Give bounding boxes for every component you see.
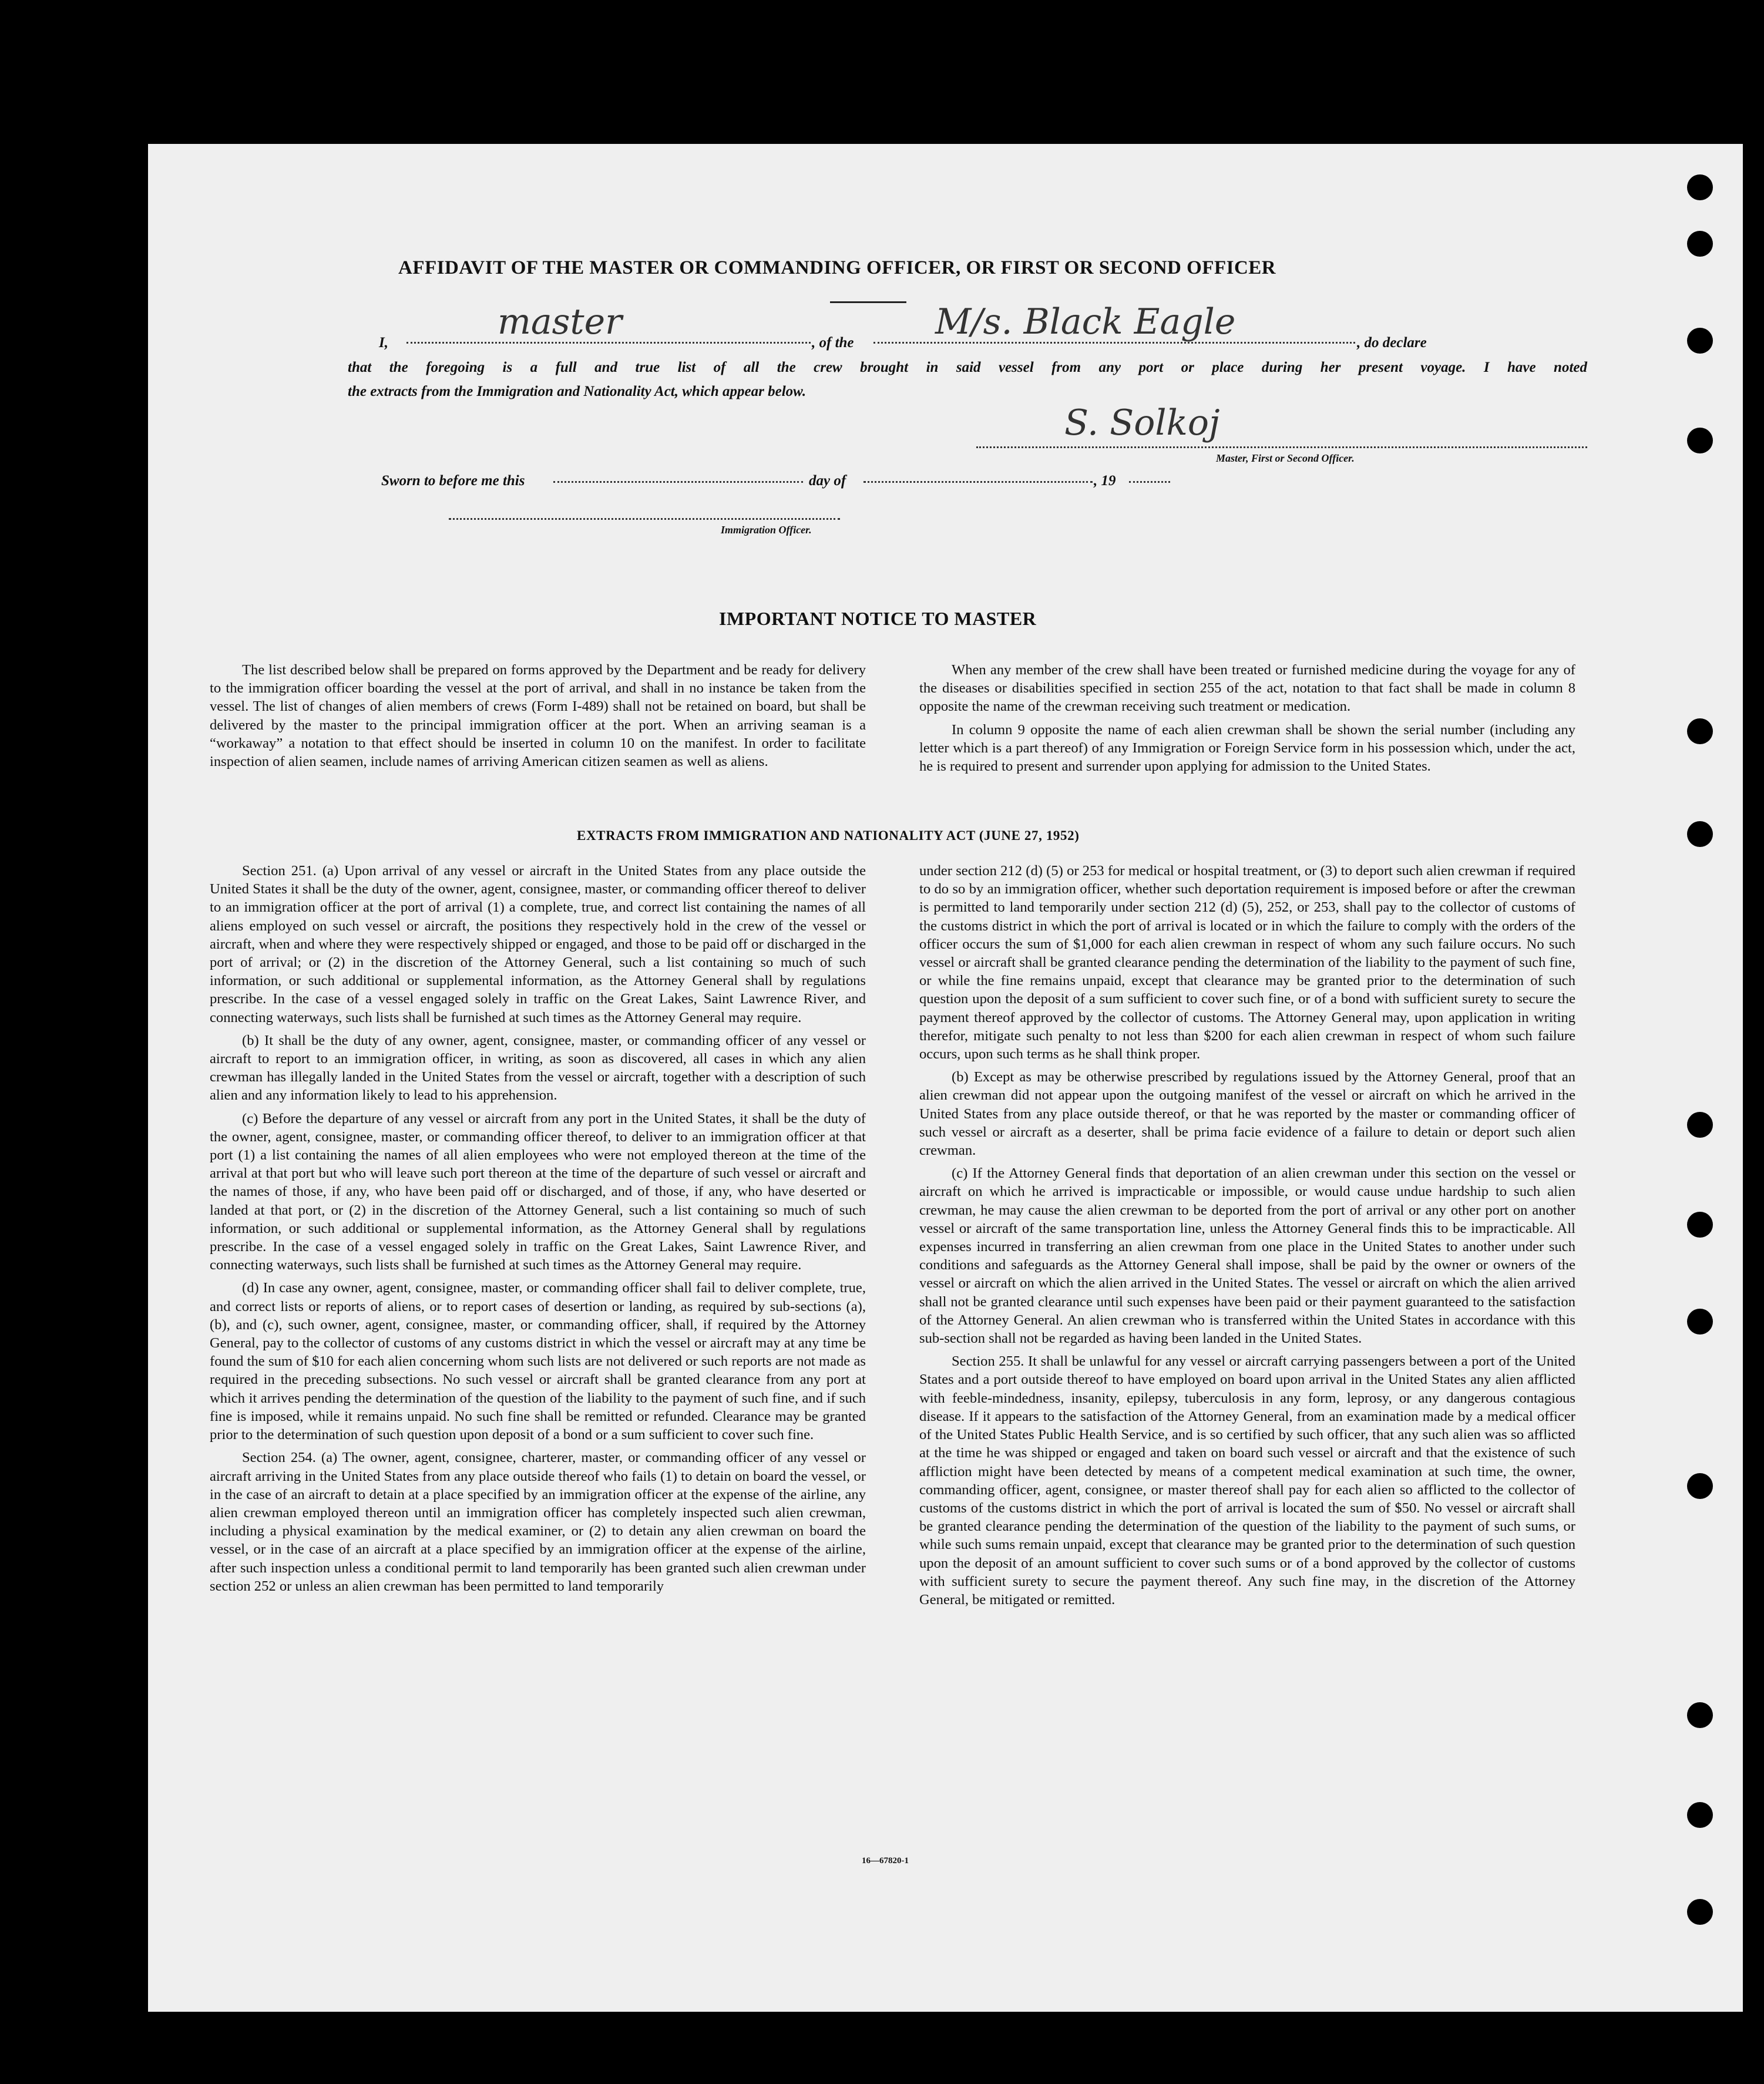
- immigration-officer-caption: Immigration Officer.: [721, 524, 812, 536]
- binder-hole: [1687, 718, 1713, 744]
- sworn-month-line: [863, 481, 1093, 483]
- extracts-right-column: [919, 862, 1575, 1614]
- do-declare-label: , do declare: [1357, 335, 1427, 351]
- binder-hole: [1687, 821, 1713, 847]
- binder-hole: [1687, 1802, 1713, 1828]
- affidavit-statement-line1: that the foregoing is a full and true list of all the crew brought in said vessel from any port or place during her present voyage. I have noted: [348, 359, 1587, 375]
- section-251-a: Section 251. (a) Upon arrival of any vessel or aircraft in the United States from any place outside the United States it shall be the duty of the owner, agent, consignee, master, or commanding officer thereof to deliver to an immigration officer at the port of arrival (1) a complete, true, and correct list containing the names of all aliens employed on such vessel or aircraft, the positions they respectively hold in the crew of the vessel or aircraft, when and where they were respectively shipped or engaged, and those to be paid off or discharged in the port of arrival; or (2) in the discretion of the Attorney General, such a list containing so much of such information, or such additional or supplemental information, as the Attorney General shall by regulations prescribe. In the case of a vessel engaged solely in traffic on the Great Lakes, Saint Lawrence River, and connecting waterways, such lists shall be furnished at such times as the Attorney General may require.: [210, 863, 866, 1026]
- binder-hole: [1687, 231, 1713, 257]
- section-251-d: (d) In case any owner, agent, consignee, master, or commanding officer shall fail to deliver complete, true, and correct lists or reports of aliens, or to report cases of desertion or landing, as required by sub-sections (a), (b), and (c), such owner, agent, consignee, master, or commanding officer, shall, if required by the Attorney General, pay to the collector of customs of any customs district in which the vessel or aircraft may at any time be found the sum of $10 for each alien concerning whom such lists are not delivered or such reports are not made as required in the preceding subsections. No such vessel or aircraft shall be granted clearance from any port at which it arrives pending the determination of the question of the liability to the payment of such fine, and if such fine is imposed, while it remains unpaid. No such fine shall be remitted or refunded. Clearance may be granted prior to the determination of such question upon deposit of a bond or a sum sufficient to cover such fine.: [210, 1280, 866, 1443]
- binder-hole: [1687, 328, 1713, 354]
- binder-hole: [1687, 174, 1713, 200]
- section-251-b: (b) It shall be the duty of any owner, agent, consignee, master, or commanding officer of any vessel or aircraft to report to an immigration officer, in writing, as soon as discovered, all cases in which any alien crewman has illegally landed in the United States from the vessel or aircraft, together with a description of such alien and any information likely to lead to his apprehension.: [210, 1032, 866, 1104]
- binder-hole: [1687, 1309, 1713, 1335]
- section-254-a-continued: under section 212 (d) (5) or 253 for medical or hospital treatment, or (3) to deport such alien crewman if required to do so by an immigration officer, whether such deportation requirement is imposed before or after the crewman is permitted to land temporarily under section 212 (d) (5), 252, or 253, shall pay to the collector of customs of the customs district in which the port of arrival is located or in which the failure to comply with the orders of the officer occurs the sum of $1,000 for each alien crewman in respect of whom any such failure occurs. No such vessel or aircraft shall be granted clearance pending the determination of the liability to the payment of such fine, or while the fine remains unpaid, except that clearance may be granted prior to the determination of such question upon the deposit of a sum sufficient to cover such fine, or of a bond with sufficient surety to secure the payment thereof approved by the collector of customs. The Attorney General may, upon application in writing therefor, mitigate such penalty to not less than $200 for each alien crewman in respect of whom such failure occurs, upon such terms as he shall think proper.: [919, 863, 1575, 1063]
- sworn-label: Sworn to before me this: [381, 473, 525, 489]
- sworn-day-line: [553, 481, 803, 483]
- notice-right-column: [919, 661, 1575, 780]
- extracts-left-column: [210, 862, 866, 1600]
- form-code: 16—67820-1: [862, 1856, 909, 1865]
- year-label: , 19: [1094, 473, 1116, 489]
- signature-caption: Master, First or Second Officer.: [1216, 452, 1355, 464]
- declarant-name-handwritten: master: [498, 301, 622, 342]
- section-254-b: (b) Except as may be otherwise prescribed by regulations issued by the Attorney General, proof that an alien crewman did not appear upon the outgoing manifest of the vessel or aircraft on which he arrived in the United States from any place outside thereof, or that he was reported by the master or commanding officer of such vessel or aircraft as a deserter, shall be prima facie evidence of a failure to detain or deport such alien crewman.: [919, 1069, 1575, 1159]
- section-255: Section 255. It shall be unlawful for any vessel or aircraft carrying passengers between a port of the United States and a port outside thereof to have employed on board upon arrival in the United States any alien afflicted with feeble-mindedness, insanity, epilepsy, tuberculosis in any form, leprosy, or any dangerous contagious disease. If it appears to the satisfaction of the Attorney General, from an examination made by a medical officer of the United States Public Health Service, and is so certified by such officer, that any such alien was so afflicted at the time he was shipped or engaged and taken on board such vessel or aircraft and that the existence of such affliction might have been detected by means of a competent medical examination at such time, the owner, commanding officer, agent, consignee, or master thereof shall pay for each alien so afflicted to the collector of customs of the customs district in which the port of arrival is located the sum of $50. No vessel or aircraft shall be granted clearance pending the determination of the question of the liability to the payment of such sums, or while such sums remain unpaid, except that clearance may be granted prior to the determination of such question upon the deposit of an amount sufficient to cover such sums or of a bond approved by the collector of customs with sufficient surety to secure the payment thereof. Any such fine may, in the discretion of the Attorney General, be mitigated or remitted.: [919, 1353, 1575, 1608]
- binder-hole: [1687, 1112, 1713, 1138]
- sworn-year-line: [1129, 481, 1170, 483]
- section-251-c: (c) Before the departure of any vessel or aircraft from any port in the United States, it shall be the duty of the owner, agent, consignee, master, or commanding officer thereof, to deliver to an immigration officer at that port (1) a list containing the names of all alien employees who were not employed thereon at the time of the arrival at that port but who will leave such port thereon at the time of the departure of such vessel or aircraft and the names of those, if any, who have been paid off or discharged, and of those, if any, who have deserted or landed at that port, or (2) in the discretion of the Attorney General, such a list containing so much of such information, or such additional or supplemental information, as the Attorney General shall by regulations prescribe. In the case of a vessel engaged solely in traffic on the Great Lakes, Saint Lawrence River, and connecting waterways, such lists shall be furnished at such times as the Attorney General may require.: [210, 1110, 866, 1273]
- affidavit-title: AFFIDAVIT OF THE MASTER OR COMMANDING OFFICER, OR FIRST OR SECOND OFFICER: [398, 257, 1276, 278]
- of-the-label: , of the: [812, 335, 854, 351]
- signature-line: [976, 446, 1587, 448]
- binder-hole: [1687, 1702, 1713, 1728]
- binder-hole: [1687, 1473, 1713, 1499]
- notice-right-paragraph-2: In column 9 opposite the name of each alien crewman shall be shown the serial number (including any letter which is a part thereof) of any Immigration or Foreign Service form in his possession which, under the act, he is required to present and surrender upon applying for admission to the United States.: [919, 721, 1575, 775]
- immigration-officer-line: [449, 518, 840, 520]
- binder-hole: [1687, 1899, 1713, 1925]
- document-page: [148, 144, 1743, 2012]
- notice-right-paragraph-1: When any member of the crew shall have been treated or furnished medicine during the voyage for any of the diseases or disabilities specified in section 255 of the act, notation to that fact shall be made in column 8 opposite the name of the crewman receiving such treatment or medication.: [919, 662, 1575, 715]
- day-of-label: day of: [809, 473, 846, 489]
- binder-hole: [1687, 1212, 1713, 1238]
- notice-left-paragraph: The list described below shall be prepared on forms approved by the Department and be ready for delivery to the immigration officer boarding the vessel at the port of arrival, and shall in no instance be taken from the vessel. The list of changes of alien members of crews (Form I-489) shall not be retained on board, but shall be delivered by the master to the principal immigration officer at the port. When an arriving seaman is a “workaway” a notation to that effect should be inserted in column 10 on the manifest. In order to facilitate inspection of alien seamen, include names of arriving American citizen seamen as well as aliens.: [210, 662, 866, 770]
- binder-hole: [1687, 428, 1713, 453]
- extracts-title: EXTRACTS FROM IMMIGRATION AND NATIONALITY ACT (JUNE 27, 1952): [577, 828, 1080, 843]
- section-254-a: Section 254. (a) The owner, agent, consignee, charterer, master, or commanding officer of any vessel or aircraft arriving in the United States from any place outside thereof who fails (1) to detain on board the vessel, or in the case of an aircraft to detain at a place specified by an immigration officer at the expense of the airline, any alien crewman employed thereon until an immigration officer has completely inspected such alien crewman, including a physical examination by the medical examiner, or (2) to detain any alien crewman on board the vessel, or in the case of an aircraft at a place specified by an immigration officer at the expense of the airline, after such inspection unless a conditional permit to land temporarily has been granted such alien crewman under section 252 or unless an alien crewman has been permitted to land temporarily: [210, 1450, 866, 1594]
- affidavit-statement-line2: the extracts from the Immigration and Nationality Act, which appear below.: [348, 384, 807, 399]
- notice-title: IMPORTANT NOTICE TO MASTER: [719, 608, 1037, 629]
- section-254-c: (c) If the Attorney General finds that deportation of an alien crewman under this section on the vessel or aircraft on which he arrived is impracticable or impossible, or would cause undue hardship to such alien crewman, he may cause the alien crewman to be deported from the port of arrival or any other port on another vessel or aircraft of the same transportation line, unless the Attorney General finds this to be impracticable. All expenses incurred in transferring an alien crewman from one place in the United States to another under such conditions and safeguards as the Attorney General shall impose, shall be paid by the owner or owners of the vessel or aircraft on which the alien arrived in the United States. The vessel or aircraft on which the alien arrived shall not be granted clearance until such expenses have been paid or their payment guaranteed to the satisfaction of the Attorney General. An alien crewman who is transferred within the United States in accordance with this sub-section shall not be regarded as having been landed in the United States.: [919, 1165, 1575, 1347]
- declarant-prefix: I,: [379, 335, 388, 351]
- notice-left-column: [210, 661, 866, 775]
- vessel-name-handwritten: M/s. Black Eagle: [935, 301, 1236, 342]
- master-signature: S. Solkoj: [1064, 402, 1220, 443]
- title-divider: [830, 301, 906, 303]
